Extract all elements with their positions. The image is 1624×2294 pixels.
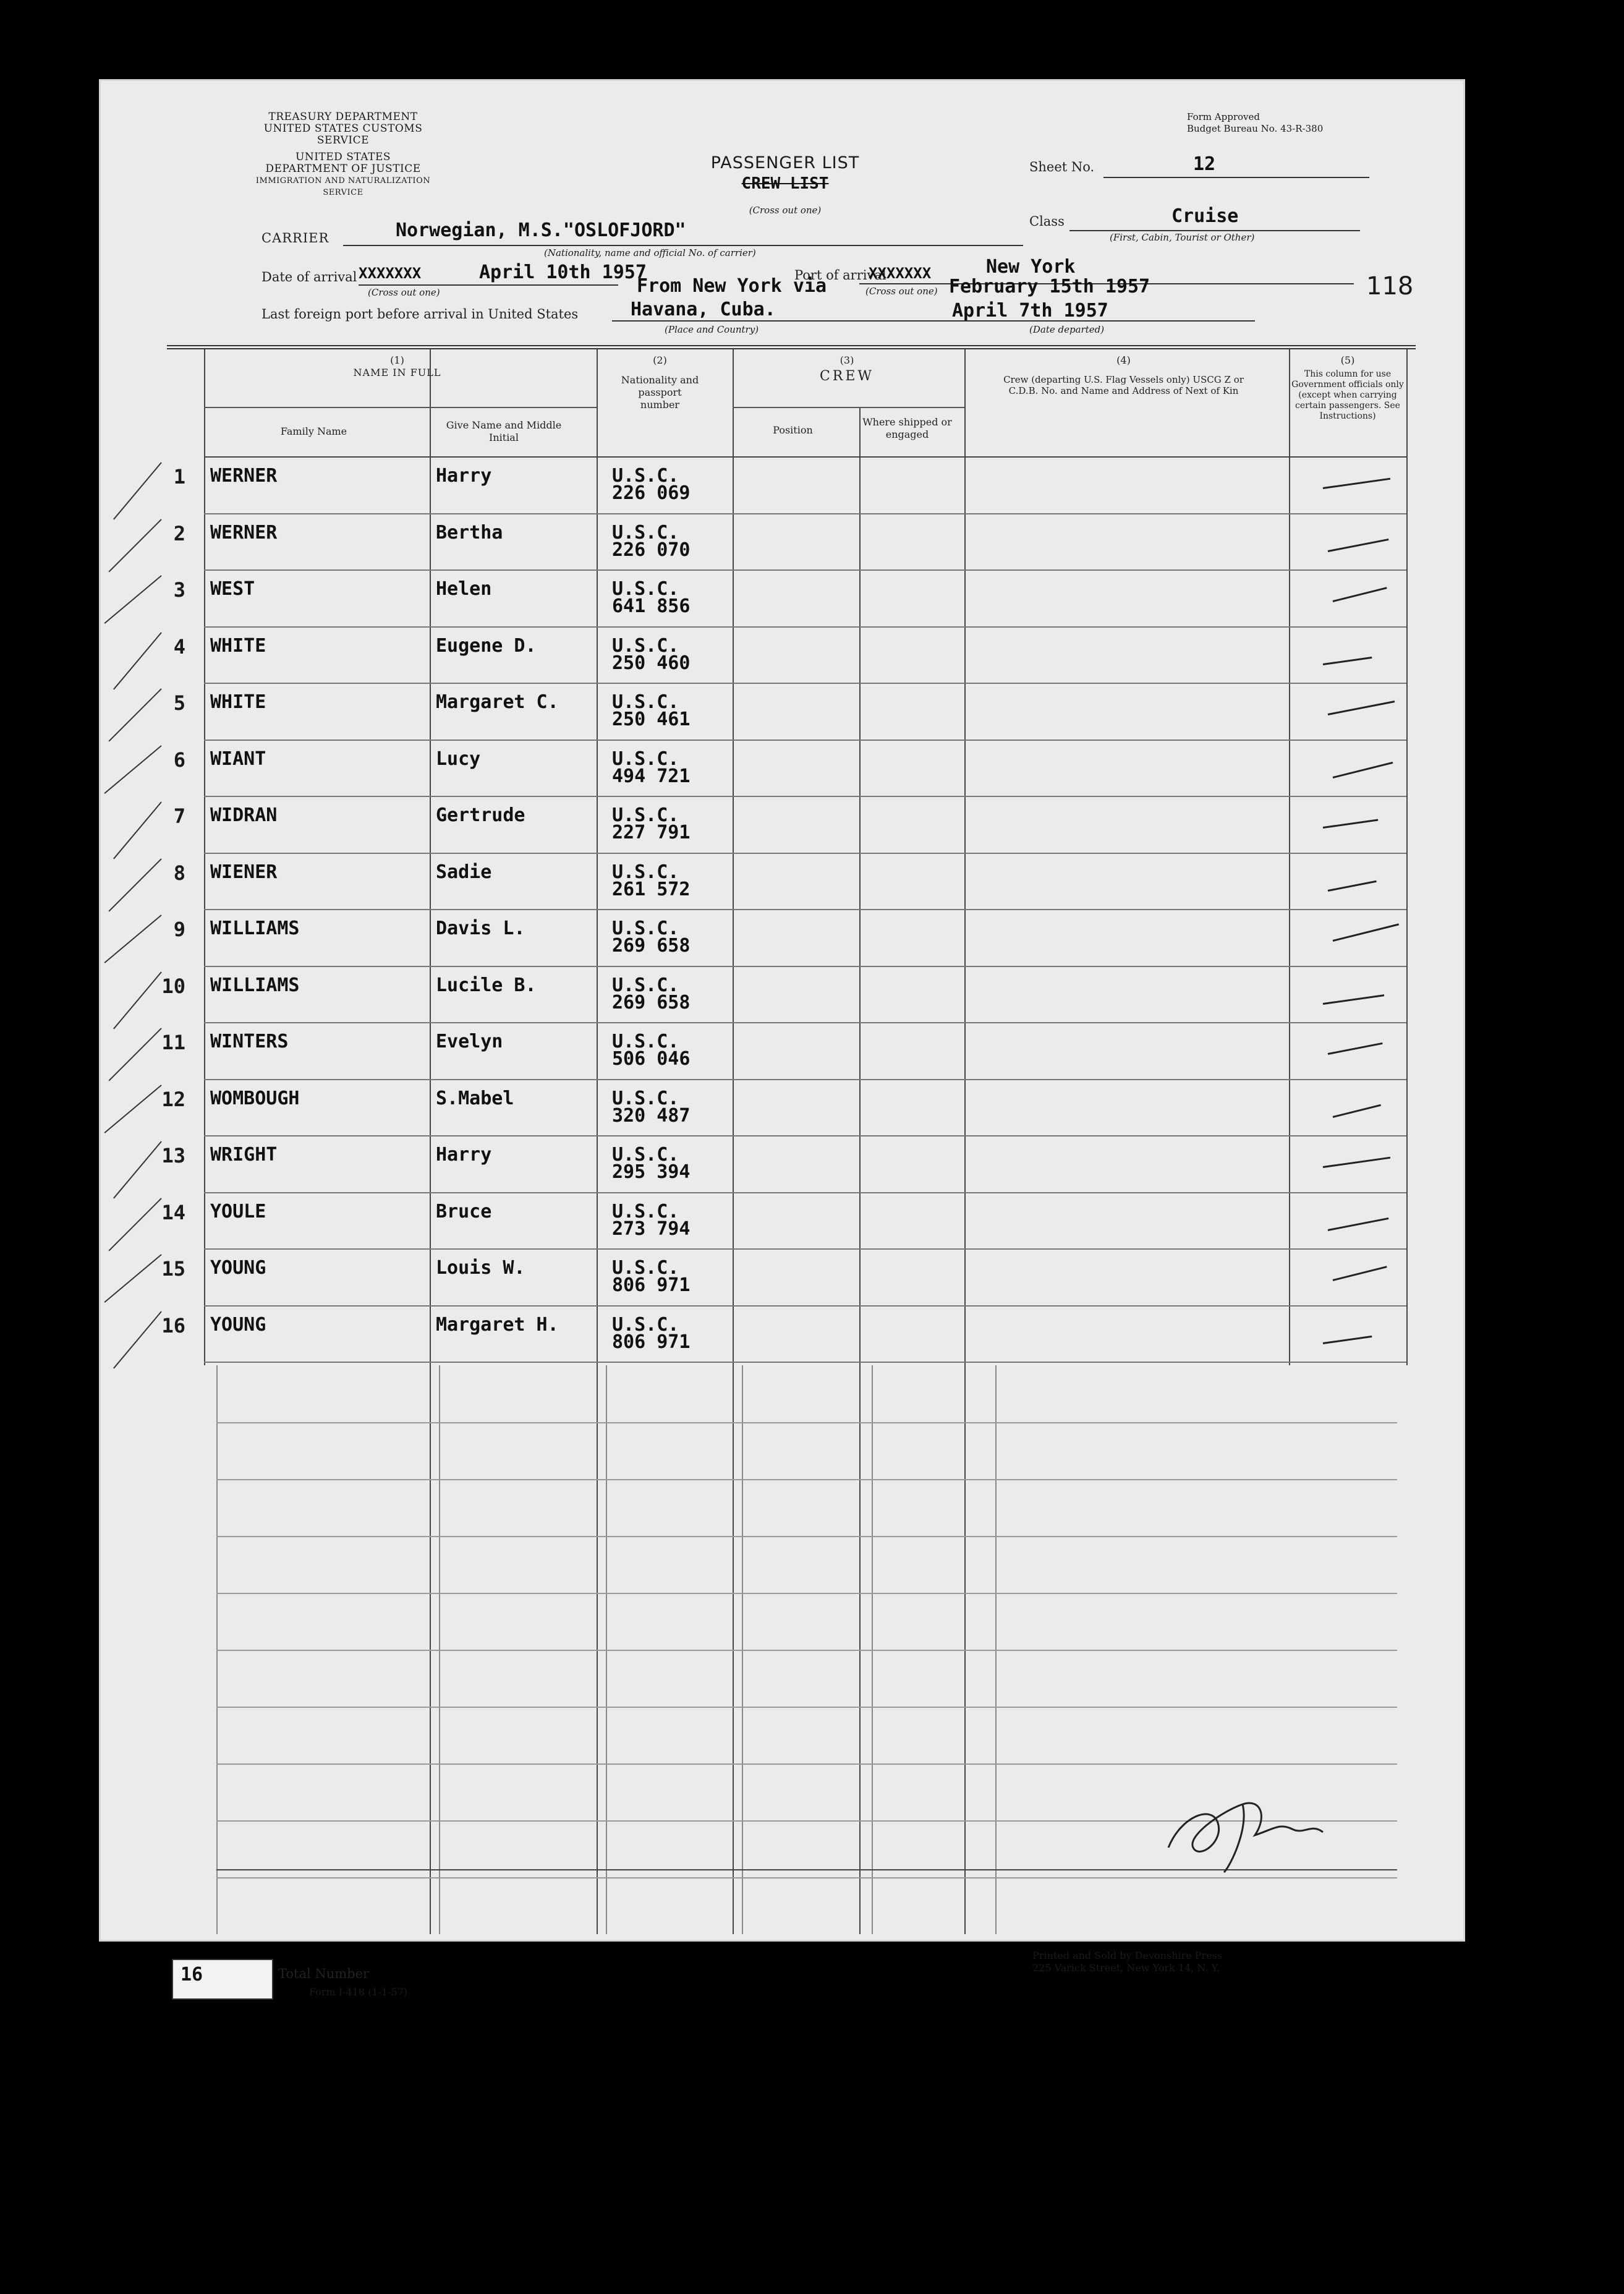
table-row bbox=[99, 1079, 1465, 1135]
table-row bbox=[99, 1192, 1465, 1248]
date-line bbox=[359, 284, 618, 286]
treasury-dept: TREASURY DEPARTMENT bbox=[268, 111, 418, 123]
row-divider bbox=[216, 1479, 1397, 1480]
row-number: 16 bbox=[161, 1313, 185, 1337]
header-subrule bbox=[733, 407, 964, 408]
official-check-mark bbox=[1333, 1266, 1387, 1281]
given-name: Lucile B. bbox=[436, 974, 537, 996]
margin-tick-mark bbox=[113, 462, 162, 519]
row-number: 10 bbox=[161, 974, 185, 998]
table-row bbox=[99, 909, 1465, 965]
passport-number: 295 394 bbox=[612, 1161, 691, 1183]
row-number: 9 bbox=[173, 918, 185, 941]
official-check-mark bbox=[1333, 923, 1399, 942]
given-name: Davis L. bbox=[436, 918, 525, 939]
row-divider bbox=[216, 1650, 1397, 1651]
table-row bbox=[99, 740, 1465, 796]
family-name: WILLIAMS bbox=[210, 918, 300, 939]
nationality: U.S.C. bbox=[612, 1087, 679, 1109]
passport-number: 227 791 bbox=[612, 822, 691, 843]
date-crossed: XXXXXXX bbox=[359, 265, 422, 282]
table-row bbox=[99, 626, 1465, 683]
passport-number: 506 046 bbox=[612, 1048, 691, 1070]
official-check-mark bbox=[1328, 1043, 1383, 1055]
given-name: Bruce bbox=[436, 1200, 492, 1222]
form-approval bbox=[1187, 111, 1323, 135]
passport-number: 269 658 bbox=[612, 935, 691, 957]
passport-number: 226 069 bbox=[612, 482, 691, 504]
row-number: 5 bbox=[173, 691, 185, 715]
date-hint: (Cross out one) bbox=[368, 287, 440, 298]
passport-number: 261 572 bbox=[612, 878, 691, 900]
given-name: Sadie bbox=[436, 861, 492, 883]
nationality: U.S.C. bbox=[612, 748, 679, 770]
passport-number: 806 971 bbox=[612, 1274, 691, 1296]
row-divider bbox=[216, 1707, 1397, 1708]
given-name: Margaret H. bbox=[436, 1313, 559, 1336]
departed-hint: (Date departed) bbox=[1029, 324, 1105, 335]
col5-title: This column for use Government officials only (except when carrying certain passengers. See Instructions) bbox=[1291, 369, 1404, 421]
family-name: WERNER bbox=[210, 465, 278, 487]
official-check-mark bbox=[1328, 701, 1395, 715]
row-number: 15 bbox=[161, 1257, 185, 1281]
margin-tick-mark bbox=[113, 971, 162, 1029]
nationality: U.S.C. bbox=[612, 1200, 679, 1222]
nationality: U.S.C. bbox=[612, 861, 679, 883]
family-name-header: Family Name bbox=[280, 425, 347, 437]
justice-dept: UNITED STATES DEPARTMENT OF JUSTICE bbox=[265, 151, 421, 175]
given-name: Evelyn bbox=[436, 1031, 503, 1052]
row-divider bbox=[216, 1422, 1397, 1423]
row-number: 14 bbox=[161, 1200, 185, 1224]
family-name: WERNER bbox=[210, 521, 278, 544]
table-row bbox=[99, 1135, 1465, 1192]
col2-header bbox=[600, 354, 720, 411]
nationality: U.S.C. bbox=[612, 578, 679, 600]
sheet-label: Sheet No. bbox=[1029, 160, 1095, 174]
table-row bbox=[99, 513, 1465, 569]
family-name: YOUNG bbox=[210, 1313, 266, 1336]
table-row bbox=[99, 569, 1465, 626]
family-name: WOMBOUGH bbox=[210, 1087, 300, 1109]
family-name: YOULE bbox=[210, 1200, 266, 1222]
col3-number: (3) bbox=[840, 354, 854, 366]
row-number: 1 bbox=[173, 465, 185, 488]
agency-header bbox=[253, 111, 433, 198]
table-row bbox=[99, 796, 1465, 852]
given-name: Harry bbox=[436, 465, 492, 487]
sheet-number: 12 bbox=[1193, 153, 1216, 175]
passport-number: 250 460 bbox=[612, 652, 691, 674]
given-name: Louis W. bbox=[436, 1257, 525, 1279]
passport-number: 273 794 bbox=[612, 1217, 691, 1240]
margin-tick-mark bbox=[108, 858, 161, 911]
passport-number: 641 856 bbox=[612, 595, 691, 617]
table-row bbox=[99, 456, 1465, 513]
crossed-crew-list: CREW LIST bbox=[741, 174, 829, 193]
margin-tick-mark bbox=[108, 688, 161, 741]
february-date: February 15th 1957 bbox=[949, 276, 1150, 297]
port-label: Port of arrival bbox=[794, 268, 886, 283]
margin-tick-mark bbox=[108, 1028, 161, 1081]
form-number: Form I-418 (1-1-57) bbox=[309, 1986, 408, 1998]
row-number: 4 bbox=[173, 634, 185, 659]
row-number: 3 bbox=[173, 578, 185, 602]
official-check-mark bbox=[1323, 819, 1379, 828]
shipped-header: Where shipped or engaged bbox=[862, 416, 952, 440]
passport-number: 226 070 bbox=[612, 539, 691, 561]
col1-number: (1) bbox=[390, 354, 404, 366]
total-label: Total Number bbox=[278, 1966, 370, 1981]
passenger-list-sheet bbox=[99, 79, 1465, 1998]
col4-header bbox=[964, 354, 1283, 396]
official-check-mark bbox=[1323, 478, 1390, 489]
form-approved: Form Approved bbox=[1187, 111, 1260, 122]
row-divider bbox=[216, 1536, 1397, 1537]
class-hint: (First, Cabin, Tourist or Other) bbox=[1110, 232, 1255, 243]
nationality: U.S.C. bbox=[612, 1313, 679, 1336]
nationality: U.S.C. bbox=[612, 634, 679, 657]
class-line bbox=[1069, 230, 1360, 231]
table-row bbox=[99, 853, 1465, 909]
margin-tick-mark bbox=[113, 801, 162, 859]
given-name-header: Give Name and Middle Initial bbox=[446, 419, 562, 443]
row-number: 6 bbox=[173, 748, 185, 772]
col5-header bbox=[1289, 354, 1406, 422]
page-number: 118 bbox=[1366, 272, 1414, 301]
page-title: PASSENGER LIST bbox=[710, 153, 860, 173]
class-value: Cruise bbox=[1171, 205, 1239, 227]
table-row bbox=[99, 1248, 1465, 1305]
carrier-line bbox=[343, 245, 1023, 246]
port-new-york: New York bbox=[986, 256, 1076, 278]
nationality: U.S.C. bbox=[612, 918, 679, 939]
passport-number: 269 658 bbox=[612, 991, 691, 1013]
margin-tick-mark bbox=[108, 1198, 161, 1251]
family-name: WIDRAN bbox=[210, 804, 278, 826]
family-name: WHITE bbox=[210, 691, 266, 713]
class-label: Class bbox=[1029, 214, 1065, 229]
printer-line-1: Printed and Sold by Devonshire Press bbox=[1032, 1950, 1223, 1961]
family-name: WINTERS bbox=[210, 1031, 289, 1052]
table-row bbox=[99, 1305, 1465, 1362]
passport-number: 320 487 bbox=[612, 1104, 691, 1127]
row-number: 12 bbox=[161, 1087, 185, 1111]
passport-number: 806 971 bbox=[612, 1331, 691, 1353]
family-name: WIANT bbox=[210, 748, 266, 770]
row-divider bbox=[204, 1362, 1406, 1363]
table-row bbox=[99, 1022, 1465, 1078]
ins-service: IMMIGRATION AND NATURALIZATION SERVICE bbox=[255, 176, 431, 197]
col3-title: CREW bbox=[819, 369, 875, 384]
official-check-mark bbox=[1328, 1217, 1389, 1230]
given-name: Helen bbox=[436, 578, 492, 600]
last-port-label: Last foreign port before arrival in United States bbox=[261, 307, 579, 322]
family-name: WHITE bbox=[210, 634, 266, 657]
date-label: Date of arrival bbox=[261, 270, 357, 284]
nationality: U.S.C. bbox=[612, 1031, 679, 1052]
from-via: From New York via bbox=[637, 275, 827, 297]
departed-date: April 7th 1957 bbox=[952, 300, 1108, 322]
given-name: Bertha bbox=[436, 521, 503, 544]
place-hint: (Place and Country) bbox=[665, 324, 759, 335]
official-check-mark bbox=[1323, 656, 1372, 665]
row-number: 13 bbox=[161, 1144, 185, 1167]
col2-number: (2) bbox=[653, 354, 667, 366]
given-name: Margaret C. bbox=[436, 691, 559, 713]
family-name: WIENER bbox=[210, 861, 278, 883]
header-subrule bbox=[204, 407, 597, 408]
printer-info bbox=[1032, 1950, 1222, 1974]
table-row bbox=[99, 966, 1465, 1022]
given-name: Harry bbox=[436, 1144, 492, 1166]
nationality: U.S.C. bbox=[612, 974, 679, 996]
table-top-rule-2 bbox=[167, 348, 1416, 349]
family-name: WILLIAMS bbox=[210, 974, 300, 996]
passport-number: 250 461 bbox=[612, 709, 691, 730]
col4-title: Crew (departing U.S. Flag Vessels only) USCG Z or C.D.B. No. and Name and Address of Next of Kin bbox=[1003, 374, 1244, 396]
nationality: U.S.C. bbox=[612, 465, 679, 487]
official-check-mark bbox=[1333, 761, 1393, 778]
given-name: Eugene D. bbox=[436, 634, 537, 657]
margin-tick-mark bbox=[113, 632, 162, 689]
inspector-signature bbox=[1156, 1780, 1354, 1878]
given-name: S.Mabel bbox=[436, 1087, 514, 1109]
margin-tick-mark bbox=[113, 1141, 162, 1198]
nationality: U.S.C. bbox=[612, 1144, 679, 1166]
official-check-mark bbox=[1333, 587, 1387, 602]
cross-out-note: (Cross out one) bbox=[749, 205, 822, 216]
official-check-mark bbox=[1323, 994, 1384, 1005]
last-port-value: Havana, Cuba. bbox=[631, 299, 776, 320]
family-name: WRIGHT bbox=[210, 1144, 278, 1166]
official-check-mark bbox=[1328, 538, 1389, 552]
budget-bureau: Budget Bureau No. 43-R-380 bbox=[1187, 123, 1324, 134]
given-name: Lucy bbox=[436, 748, 481, 770]
family-name: YOUNG bbox=[210, 1257, 266, 1279]
row-divider bbox=[216, 1763, 1397, 1765]
official-check-mark bbox=[1323, 1335, 1372, 1344]
sheet-line bbox=[1103, 177, 1369, 178]
total-value: 16 bbox=[181, 1964, 203, 1985]
carrier-value: Norwegian, M.S."OSLOFJORD" bbox=[396, 220, 686, 241]
customs-service: UNITED STATES CUSTOMS SERVICE bbox=[263, 122, 423, 147]
col2-title: Nationality and passport number bbox=[621, 374, 699, 411]
port-hint: (Cross out one) bbox=[865, 286, 938, 297]
col5-number: (5) bbox=[1340, 354, 1355, 366]
row-divider bbox=[216, 1593, 1397, 1594]
nationality: U.S.C. bbox=[612, 804, 679, 826]
printer-line-2: 225 Varick Street, New York 14, N. Y. bbox=[1032, 1962, 1220, 1974]
passport-number: 494 721 bbox=[612, 765, 691, 787]
port-crossed: XXXXXXX bbox=[869, 265, 932, 282]
nationality: U.S.C. bbox=[612, 1257, 679, 1279]
row-number: 7 bbox=[173, 804, 185, 828]
position-header: Position bbox=[773, 424, 813, 436]
carrier-label: CARRIER bbox=[261, 231, 329, 245]
family-name: WEST bbox=[210, 578, 255, 600]
col1-header bbox=[204, 354, 590, 379]
row-number: 11 bbox=[161, 1031, 185, 1054]
col1-title: NAME IN FULL bbox=[353, 367, 441, 378]
official-check-mark bbox=[1323, 1157, 1390, 1168]
nationality: U.S.C. bbox=[612, 521, 679, 544]
margin-tick-mark bbox=[113, 1311, 162, 1368]
row-number: 8 bbox=[173, 861, 185, 885]
col3-header bbox=[733, 354, 961, 383]
row-number: 2 bbox=[173, 521, 185, 545]
margin-tick-mark bbox=[108, 519, 161, 572]
table-top-rule bbox=[167, 345, 1416, 346]
official-check-mark bbox=[1328, 880, 1377, 891]
col4-number: (4) bbox=[1116, 354, 1131, 366]
official-check-mark bbox=[1333, 1104, 1381, 1117]
table-row bbox=[99, 683, 1465, 739]
nationality: U.S.C. bbox=[612, 691, 679, 713]
arrival-date: April 10th 1957 bbox=[479, 262, 647, 283]
given-name: Gertrude bbox=[436, 804, 525, 826]
carrier-hint: (Nationality, name and official No. of carrier) bbox=[544, 247, 756, 258]
